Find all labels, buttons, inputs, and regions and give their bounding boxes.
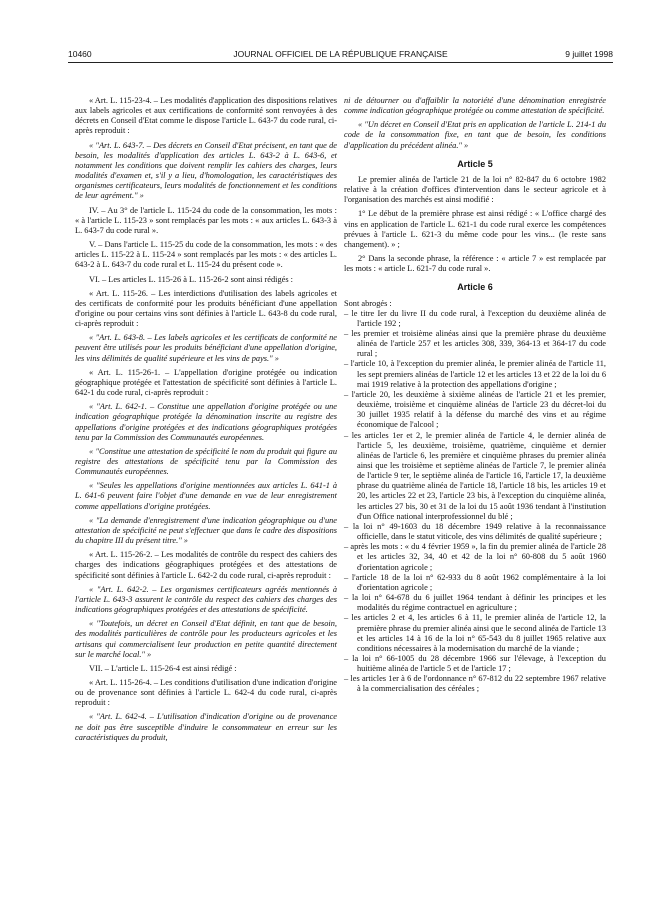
paragraph: « Art. L. 115-26. – Les interdictions d'utilisation des labels agricoles et des certificats de conformité pour les produits bénéficiant d'une appellation d'origine ou pour certains vins sont définies à l'article L. 643-8 du code rural, ci-après reproduit : xyxy=(75,288,337,329)
list-item: – les premier et troisième alinéas ainsi que la première phrase du deuxième alinéa de l'article 257 et les articles 308, 339, 364-13 et 364-17 du code rural ; xyxy=(344,329,606,359)
page-number: 10460 xyxy=(68,49,92,59)
article-heading: Article 6 xyxy=(457,282,493,293)
paragraph: ni de détourner ou d'affaiblir la notoriété d'une dénomination enregistrée comme indication géographique protégée ou comme attestation de spécificité. xyxy=(344,96,606,116)
paragraph: VII. – L'article L. 115-26-4 est ainsi rédigé : xyxy=(89,663,237,673)
list-item: – l'article 20, les deuxième à sixième alinéas de l'article 21 et les premier, deuxième, troisième et cinquième alinéas de l'article 23 du décret-loi du 30 juillet 1935 relatif à la défense du marché des vins et au régime économique de l'alcool ; xyxy=(344,390,606,431)
list-item: – l'article 10, à l'exception du premier alinéa, le premier alinéa de l'article 11, les sept premiers alinéas de l'article 12 et les articles 13 et 22 de la loi du 6 mai 1919 relative à la protection des appellations d'origine ; xyxy=(344,359,606,389)
header-rule xyxy=(68,62,613,63)
paragraph: Le premier alinéa de l'article 21 de la loi n° 82-847 du 6 octobre 1982 relative à la création d'offices d'intervention dans le secteur agricole et à l'organisation des marchés est ainsi modifié : xyxy=(344,174,606,205)
list-item: – les articles 1er à 6 de l'ordonnance n° 67-812 du 22 septembre 1967 relative à la commercialisation des céréales ; xyxy=(344,674,606,694)
paragraph: Sont abrogés : xyxy=(344,298,392,308)
paragraph: « "Un décret en Conseil d'Etat pris en application de l'article L. 214-1 du code de la consommation fixe, en tant que de besoin, les conditions d'application du précédent alinéa." » xyxy=(344,120,606,150)
paragraph: V. – Dans l'article L. 115-25 du code de la consommation, les mots : « des articles L. 115-22 à L. 115-24 » sont remplacés par les mots : « des articles L. 643-2 à L. 643-7 du code rural et L. 115-24 du présent code ». xyxy=(75,240,337,270)
issue-date: 9 juillet 1998 xyxy=(565,49,613,59)
paragraph: « "Constitue une attestation de spécificité le nom du produit qui figure au registre des attestations de spécificité tenu par la Commission des Communautés européennes. xyxy=(75,446,337,477)
right-column xyxy=(344,96,606,695)
article-heading: Article 5 xyxy=(457,158,493,169)
paragraph: 1° Le début de la première phrase est ainsi rédigé : « L'office chargé des vins en application de l'article L. 621-1 du code rural exerce les compétences prévues à l'article L. 621-3 du même code pour les vins... (le reste sans changement). » ; xyxy=(344,209,606,249)
paragraph: VI. – Les articles L. 115-26 à L. 115-26-2 sont ainsi rédigés : xyxy=(89,274,293,284)
list-item: – les articles 1er et 2, le premier alinéa de l'article 4, le dernier alinéa de l'article 5, les deuxième, troisième, quatrième, cinquième et dernier alinéas de l'article 6, les première et cinquième phrases du premier alinéa ainsi que les troisième et septième alinéas de l'article 7, le premier alinéa de l'article 9 ter, le septième alinéa de l'article 16, l'article 17, la deuxième phrase du quatrième alinéa de l'article 18, l'article 18 bis, les articles 19 et 20, les articles 22 et 23, l'article 23 bis, à l'exception du cinquième alinéa, les articles 27 bis, 30 et 31 de la loi du 15 août 1936 tendant à l'institution d'un Office national interprofessionnel du blé ; xyxy=(344,431,606,522)
paragraph: « "Seules les appellations d'origine mentionnées aux articles L. 641-1 à L. 641-6 peuvent faire l'objet d'une demande en vue de leur enregistrement comme appellations d'origine protégées. xyxy=(75,481,337,511)
paragraph: « "Toutefois, un décret en Conseil d'Etat définit, en tant que de besoin, des modalités particulières de contrôle pour les producteurs agricoles et les artisans qui commercialisent leur production en petite quantité directement sur le marché local." » xyxy=(75,619,337,659)
paragraph: « Art. L. 115-26-2. – Les modalités de contrôle du respect des cahiers des charges des indications géographiques protégées et des attestations de spécificité sont définies à l'article L. 642-2 du code rural, ci-après reproduit : xyxy=(75,550,337,580)
paragraph: « Art. L. 115-23-4. – Les modalités d'application des dispositions relatives aux labels agricoles et aux certifications de conformité sont renvoyées à des décrets en Conseil d'Etat comme le dispose l'article L. 643-7 du code rural, ci-après reproduit : xyxy=(75,96,337,136)
left-column xyxy=(75,96,337,743)
list-item: – le titre Ier du livre II du code rural, à l'exception du deuxième alinéa de l'article 192 ; xyxy=(344,309,606,329)
list-item: – la loi n° 49-1603 du 18 décembre 1949 relative à la reconnaissance officielle, dans le statut viticole, des vins délimités de qualité supérieure ; xyxy=(344,522,606,542)
journal-title: JOURNAL OFFICIEL DE LA RÉPUBLIQUE FRANÇAISE xyxy=(233,49,448,59)
list-item: – la loi n° 64-678 du 6 juillet 1964 tendant à définir les principes et les modalités du régime contractuel en agriculture ; xyxy=(344,593,606,613)
list-item: – l'article 18 de la loi n° 62-933 du 8 août 1962 complémentaire à la loi d'orientation agricole ; xyxy=(344,573,606,593)
paragraph: « Art. L. 115-26-4. – Les conditions d'utilisation d'une indication d'origine ou de provenance sont définies à l'article L. 642-4 du code rural, ci-après reproduit : xyxy=(75,677,337,708)
paragraph: « "Art. L. 642-4. – L'utilisation d'indication d'origine ou de provenance ne doit pas être susceptible d'induire le consommateur en erreur sur les caractéristiques du produit, xyxy=(75,712,337,742)
paragraph: « "Art. L. 643-8. – Les labels agricoles et les certificats de conformité ne peuvent être utilisés pour les produits bénéficiant d'une appellation d'origine, les vins délimités de qualité supérieure et les vins de pays." » xyxy=(75,333,337,363)
paragraph: « Art. L. 115-26-1. – L'appellation d'origine protégée ou indication géographique protégée et l'attestation de spécificité sont définies à l'article L. 642-1 du code rural, ci-après reproduit : xyxy=(75,367,337,398)
paragraph: « "Art. L. 642-1. – Constitue une appellation d'origine protégée ou une indication géographique protégée la dénomination inscrite au registre des appellations d'origine protégées et des indications géographiques protégées tenu par la Commission des Communautés européennes. xyxy=(75,402,337,442)
list-item: – les articles 2 et 4, les articles 6 à 11, le premier alinéa de l'article 12, la première phrase du premier alinéa ainsi que le second alinéa de l'article 13 et les articles 14 à 16 de la loi n° 65-543 du 8 juillet 1965 relative aux conditions nécessaires à la modernisation du marché de la viande ; xyxy=(344,613,606,654)
list-item: – la loi n° 66-1005 du 28 décembre 1966 sur l'élevage, à l'exception du huitième alinéa de l'article 5 et de l'article 17 ; xyxy=(344,654,606,674)
list-item: – après les mots : « du 4 février 1959 », la fin du premier alinéa de l'article 28 et les articles 32, 34, 40 et 42 de la loi n° 60-808 du 5 août 1960 d'orientation agricole ; xyxy=(344,542,606,572)
paragraph: « "La demande d'enregistrement d'une indication géographique ou d'une attestation de spécificité ne peut s'effectuer que dans le cadre des dispositions du chapitre III du présent titre." » xyxy=(75,515,337,546)
paragraph: « "Art. L. 643-7. – Des décrets en Conseil d'Etat précisent, en tant que de besoin, les modalités d'application des articles L. 643-2 à L. 643-6, et notamment les conditions que doivent remplir les cahiers des charges, leurs modalités d'examen et, s'il y a lieu, d'homologation, les caractéristiques des organismes certificateurs, leurs modalités de fonctionnement et les conditions de leur agrément." » xyxy=(75,140,337,201)
paragraph: « "Art. L. 642-2. – Les organismes certificateurs agréés mentionnés à l'article L. 643-3 assurent le contrôle du respect des cahiers des charges des indications géographiques protégées et des attestations de spécificité. xyxy=(75,584,337,615)
paragraph: IV. – Au 3° de l'article L. 115-24 du code de la consommation, les mots : « à l'article L. 115-23 » sont remplacés par les mots : « aux articles L. 643-3 à L. 643-7 du code rural ». xyxy=(75,205,337,235)
repeal-list xyxy=(344,309,606,695)
paragraph: 2° Dans la seconde phrase, la référence : « article 7 » est remplacée par les mots : « article L. 621-7 du code rural ». xyxy=(344,254,606,274)
